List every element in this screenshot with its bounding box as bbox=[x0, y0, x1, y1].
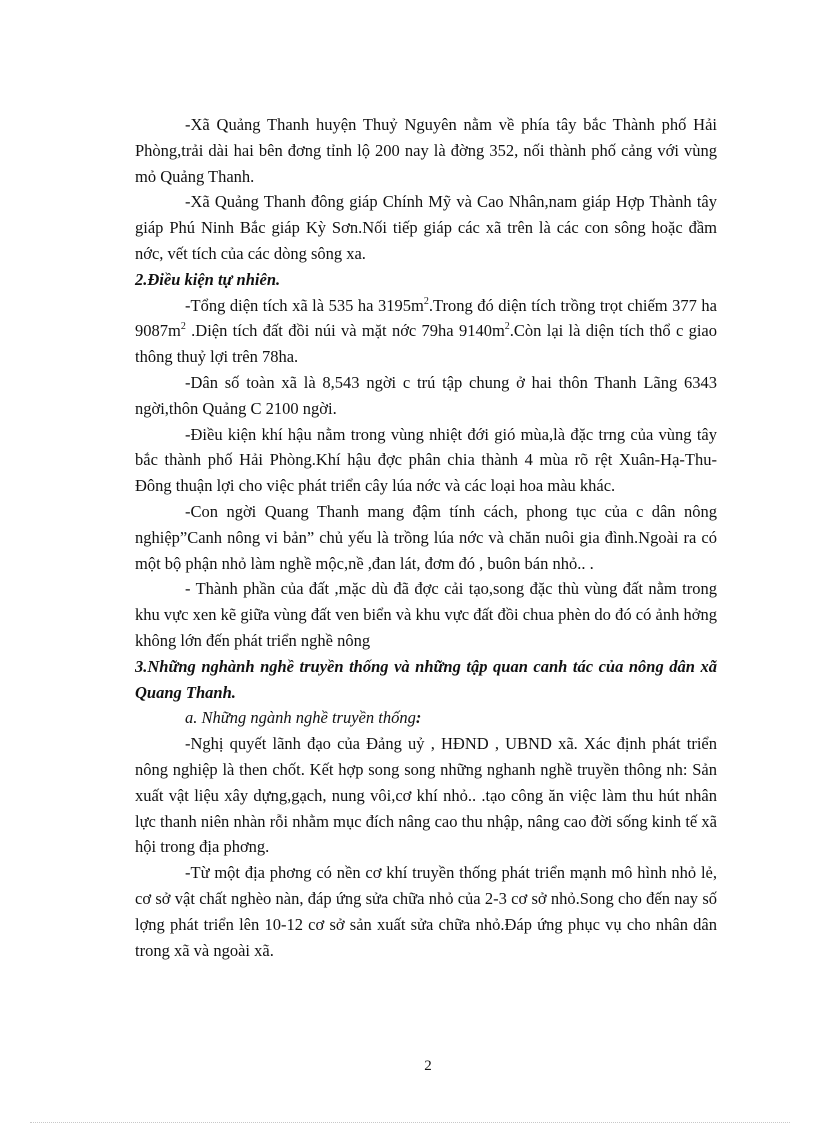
paragraph-boundaries: -Xã Quảng Thanh đông giáp Chính Mỹ và Cao Nhân,nam giáp Hợp Thành tây giáp Phú Ninh Bắc giáp Kỳ Sơn.Nối tiếp giáp các xã trên là các con sông hoặc đầm nớc, vết tích của các dòng sông xa. bbox=[135, 192, 717, 263]
paragraph-area: -Tổng diện tích xã là 535 ha $3195m^2.Trong$ đó diện tích trồng trọt chiếm 377 ha $9087m^2$ .Diện tích đất đồi núi và mặt nớc 79ha $9140m^2.Còn$ lại là diện tích thổ c giao thông thuỷ lợi trên 78ha. bbox=[135, 295, 717, 367]
paragraph-people: -Con ngời Quang Thanh mang đậm tính cách, phong tục của c dân nông nghiệp”Canh nông vi bản” chủ yếu là trồng lúa nớc và chăn nuôi gia đình.Ngoài ra có một bộ phận nhỏ làm nghề mộc,nề ,đan lát, đơm đó , buôn bán nhỏ.. . bbox=[135, 501, 717, 573]
paragraph-climate: -Điều kiện khí hậu nằm trong vùng nhiệt đới gió mùa,là đặc trng của vùng tây bắc thành phố Hải Phòng.Khí hậu đợc phân chia thành 4 mùa rõ rệt Xuân-Hạ-Thu-Đông thuận lợi cho việc phát triển cây lúa nớc và các loại hoa màu khác. bbox=[135, 424, 717, 496]
paragraph-mechanics: -Từ một địa phơng có nền cơ khí truyền thống phát triển mạnh mô hình nhỏ lẻ, cơ sở vật chất nghèo nàn, đáp ứng sửa chữa nhỏ của 2-3 cơ sở nhỏ.Song cho đến nay số lợng phát triển lên 10-12 cơ sở sản xuất sửa chữa nhỏ.Đáp ứng phục vụ cho nhân dân trong xã và ngoài xã. bbox=[135, 863, 717, 960]
paragraph-location: -Xã Quảng Thanh huyện Thuỷ Nguyên nằm về phía tây bắc Thành phố Hải Phòng,trải dài hai bên đơng tỉnh lộ 200 nay là đờng 352, nối thành phố cảng với vùng mỏ Quảng Thanh. bbox=[135, 115, 717, 186]
section-heading-traditional-trades: 3.Những nghành nghề truyền thống và những tập quan canh tác của nông dân xã Quang Thanh. bbox=[135, 656, 717, 702]
subsection-heading-trades: a. Những ngành nghề truyền thống: bbox=[185, 708, 422, 728]
page-number: 2 bbox=[424, 1058, 432, 1074]
paragraph-resolution: -Nghị quyết lãnh đạo của Đảng uỷ , HĐND , UBND xã. Xác định phát triển nông nghiệp là then chốt. Kết hợp song song những nghanh nghề truyền thông nh: Sản xuất vật liệu xây dựng,gạch, nung vôi,cơ khí nhỏ.. .tạo công ăn việc làm thu hút nhân lực thanh niên nhàn rỗi nhằm mục đích nâng cao thu nhập, nâng cao đời sống kinh tế xã hội trong địa phơng. bbox=[135, 734, 717, 857]
paragraph-soil: - Thành phần của đất ,mặc dù đã đợc cải tạo,song đặc thù vùng đất nằm trong khu vực xen kẽ giữa vùng đất ven biển và khu vực đất đồi chua phèn do đó có ảnh hởng không lớn đến phát triển nghề nông bbox=[135, 579, 717, 650]
paragraph-population: -Dân số toàn xã là 8,543 ngời c trú tập chung ở hai thôn Thanh Lãng 6343 ngời,thôn Quảng C 2100 ngời. bbox=[135, 372, 717, 418]
document-body bbox=[135, 112, 717, 963]
section-heading-natural-conditions: 2.Điều kiện tự nhiên. bbox=[135, 269, 281, 289]
